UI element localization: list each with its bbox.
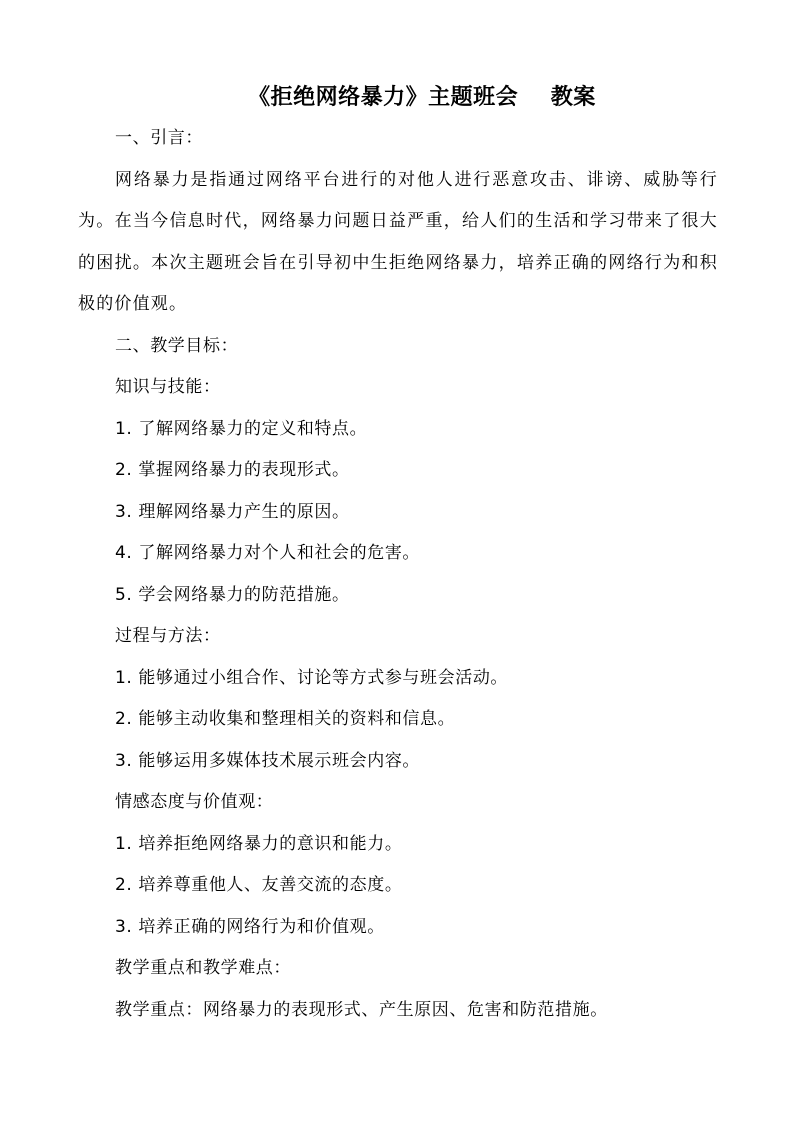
document-body <box>78 118 718 1031</box>
knowledge-item: 3. 理解网络暴力产生的原因。 <box>115 501 350 522</box>
knowledge-item: 4. 了解网络暴力对个人和社会的危害。 <box>115 543 421 563</box>
process-item: 1. 能够通过小组合作、讨论等方式参与班会活动。 <box>115 667 509 688</box>
knowledge-item: 2. 掌握网络暴力的表现形式。 <box>115 460 350 480</box>
knowledge-item: 1. 了解网络暴力的定义和特点。 <box>115 418 368 439</box>
focus-text: 教学重点：网络暴力的表现形式、产生原因、危害和防范措施。 <box>115 999 608 1020</box>
goals-heading: 二、教学目标： <box>115 335 239 356</box>
process-item: 3. 能够运用多媒体技术展示班会内容。 <box>115 750 421 771</box>
process-heading: 过程与方法： <box>115 626 221 646</box>
knowledge-heading: 知识与技能： <box>115 377 221 397</box>
process-item: 2. 能够主动收集和整理相关的资料和信息。 <box>115 709 456 729</box>
focus-heading: 教学重点和教学难点： <box>115 958 291 978</box>
intro-heading: 一、引言： <box>115 128 203 148</box>
attitude-item: 2. 培养尊重他人、友善交流的态度。 <box>115 875 403 895</box>
attitude-item: 1. 培养拒绝网络暴力的意识和能力。 <box>115 833 403 854</box>
knowledge-item: 5. 学会网络暴力的防范措施。 <box>115 584 350 605</box>
attitude-heading: 情感态度与价值观： <box>115 792 274 812</box>
intro-paragraph: 网络暴力是指通过网络平台进行的对他人进行恶意攻击、诽谤、威胁等行为。在当今信息时代，网络暴力问题日益严重，给人们的生活和学习带来了很大的困扰。本次主题班会旨在引导初中生拒绝网络暴力，培养正确的网络行为和积极的价值观。 <box>78 169 718 314</box>
document-title: 《拒绝网络暴力》主题班会 教案 <box>248 85 596 110</box>
attitude-item: 3. 培养正确的网络行为和价值观。 <box>115 916 385 937</box>
